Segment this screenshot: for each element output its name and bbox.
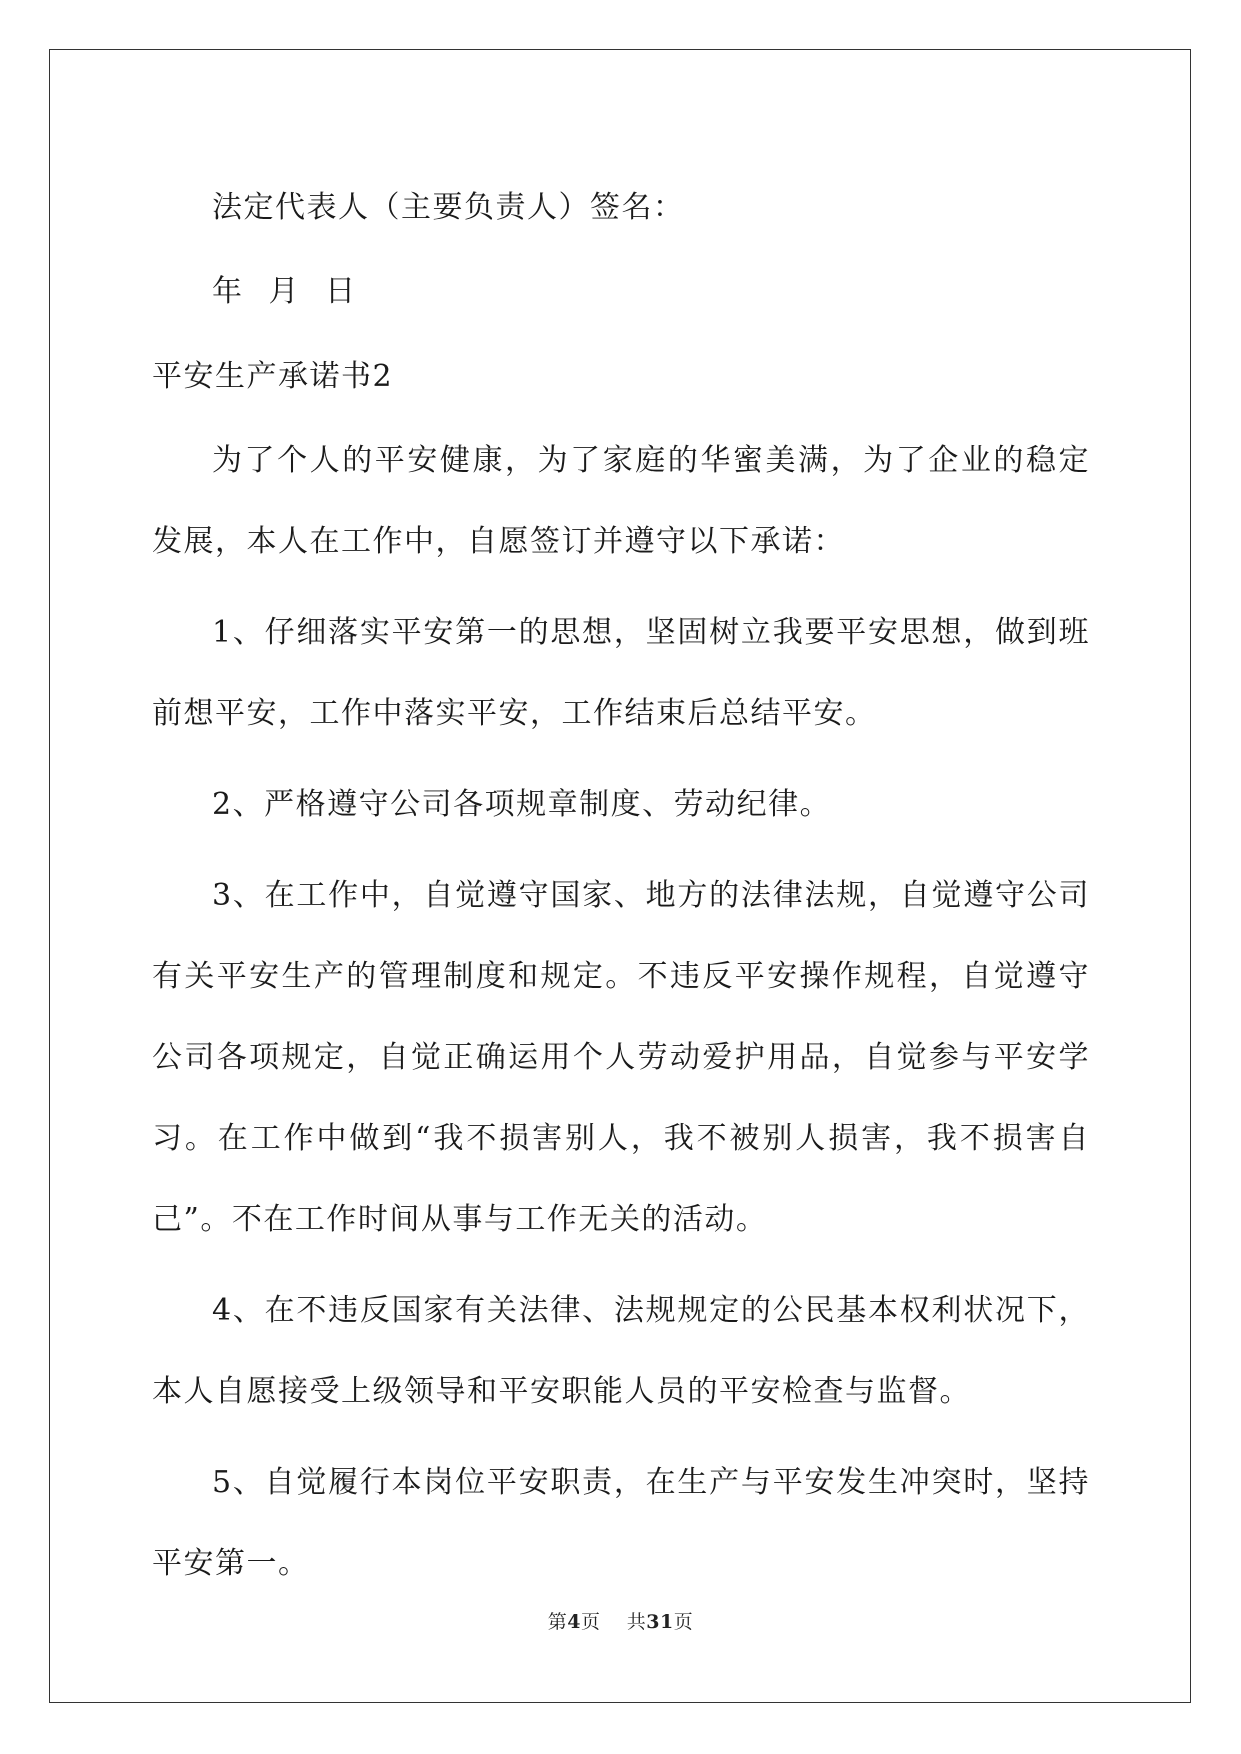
paragraph-item-2: 2、严格遵守公司各项规章制度、劳动纪律。 — [212, 787, 832, 822]
date-line: 年 月 日 — [212, 274, 357, 309]
total-prefix: 共 — [626, 1611, 647, 1633]
paragraph-item-5: 5、自觉履行本岗位平安职责，在生产与平安发生冲突时，坚持平安第一。 — [152, 1465, 1090, 1581]
section-title: 平安生产承诺书2 — [152, 359, 394, 394]
document-body — [152, 166, 1090, 1604]
paragraph-item-4: 4、在不违反国家有关法律、法规规定的公民基本权利状况下，本人自愿接受上级领导和平安职能人员的平安检查与监督。 — [152, 1293, 1090, 1409]
page-suffix: 页 — [581, 1611, 601, 1633]
total-pages: 31 — [646, 1611, 674, 1633]
paragraph-intro: 为了个人的平安健康，为了家庭的华蜜美满，为了企业的稳定发展，本人在工作中，自愿签订并遵守以下承诺： — [152, 443, 1090, 559]
page-prefix: 第 — [547, 1611, 568, 1633]
paragraph-item-3: 3、在工作中，自觉遵守国家、地方的法律法规，自觉遵守公司有关平安生产的管理制度和规定。不违反平安操作规程，自觉遵守公司各项规定，自觉正确运用个人劳动爱护用品，自觉参与平安学习。在工作中做到“我不损害别人，我不被别人损害，我不损害自己”。不在工作时间从事与工作无关的活动。 — [152, 878, 1090, 1237]
signature-line: 法定代表人（主要负责人）签名： — [212, 190, 685, 225]
page-footer — [0, 1607, 1241, 1634]
page-number: 4 — [567, 1611, 582, 1633]
paragraph-item-1: 1、仔细落实平安第一的思想，坚固树立我要平安思想，做到班前想平安，工作中落实平安，工作结束后总结平安。 — [152, 615, 1090, 731]
total-suffix: 页 — [673, 1611, 694, 1633]
